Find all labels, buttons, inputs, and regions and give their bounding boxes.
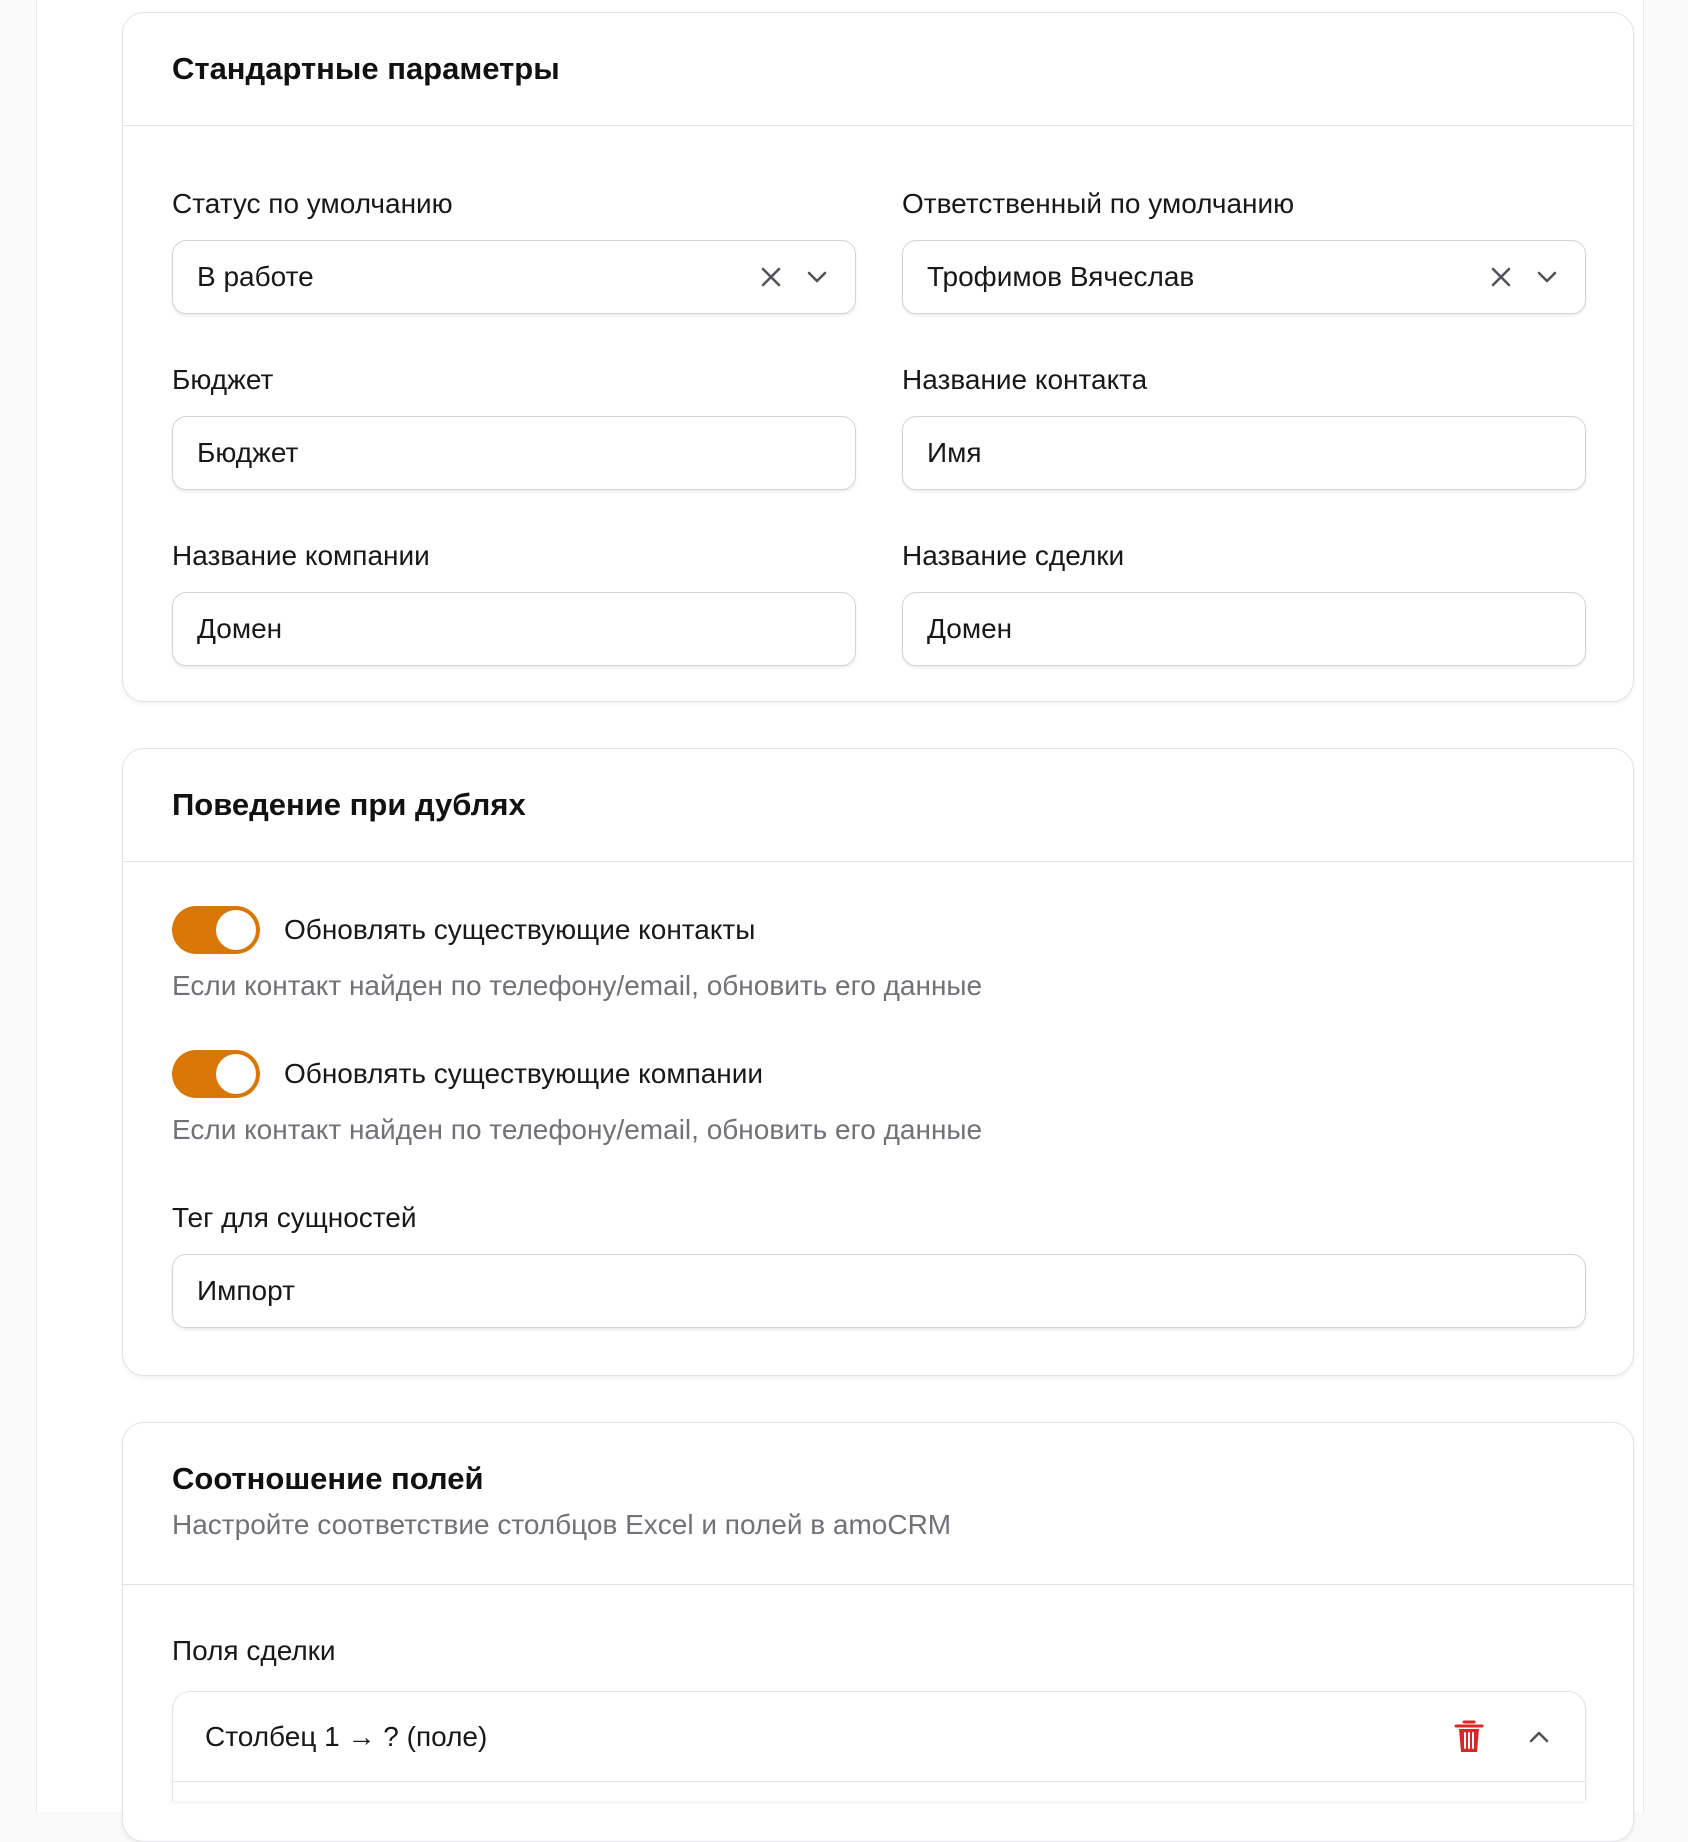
responsible-label: Ответственный по умолчанию: [902, 188, 1295, 219]
update-companies-help: Если контакт найден по телефону/email, обновить его данные: [172, 1114, 983, 1145]
mapping-body: [123, 1585, 1633, 1842]
budget-field[interactable]: [172, 416, 856, 490]
responsible-select-controls: [1487, 263, 1561, 291]
mapping-card: [122, 1422, 1634, 1842]
mapping-title: Соотношение полей: [172, 1461, 484, 1496]
mapping-header: [123, 1423, 1633, 1585]
tag-input[interactable]: [197, 1275, 1561, 1307]
deal-name-field[interactable]: [902, 592, 1586, 666]
standard-params-title: Стандартные параметры: [172, 51, 560, 86]
status-select[interactable]: [172, 240, 856, 314]
update-contacts-label: Обновлять существующие контакты: [284, 914, 756, 945]
update-companies-label: Обновлять существующие компании: [284, 1058, 764, 1089]
duplicates-card: [122, 748, 1634, 1376]
status-label: Статус по умолчанию: [172, 188, 453, 219]
company-name-label: Название компании: [172, 540, 430, 571]
update-contacts-toggle[interactable]: [172, 906, 260, 954]
company-name-field[interactable]: [172, 592, 856, 666]
contact-name-label: Название контакта: [902, 364, 1148, 395]
chevron-down-icon[interactable]: [803, 263, 831, 291]
standard-params-body: [123, 126, 1633, 702]
chevron-down-icon[interactable]: [1533, 263, 1561, 291]
close-icon[interactable]: [1487, 263, 1515, 291]
responsible-select-value: Трофимов Вячеслав: [927, 261, 1195, 292]
status-select-controls: [757, 263, 831, 291]
deal-name-input[interactable]: [927, 613, 1561, 645]
budget-input[interactable]: [197, 437, 831, 469]
close-icon[interactable]: [757, 263, 785, 291]
duplicates-body: [123, 862, 1633, 1376]
duplicates-title: Поведение при дублях: [172, 787, 526, 822]
mapping-row-title: Столбец 1 → ? (поле): [205, 1720, 488, 1752]
contact-name-field[interactable]: [902, 416, 1586, 490]
contact-name-input[interactable]: [927, 437, 1561, 469]
tag-field[interactable]: [172, 1254, 1586, 1328]
toggle-knob: [216, 910, 256, 950]
trash-icon[interactable]: [1453, 1719, 1485, 1755]
duplicates-header: [123, 749, 1633, 862]
mapping-row: [172, 1691, 1586, 1801]
mapping-row-actions: [1453, 1719, 1553, 1755]
deal-name-label: Название сделки: [902, 540, 1125, 571]
mapping-row-header[interactable]: [173, 1692, 1585, 1782]
chevron-up-icon[interactable]: [1525, 1723, 1553, 1751]
standard-params-header: [123, 13, 1633, 126]
deal-fields-label: Поля сделки: [172, 1635, 336, 1666]
status-select-value: В работе: [197, 261, 314, 292]
responsible-select[interactable]: [902, 240, 1586, 314]
update-contacts-help: Если контакт найден по телефону/email, обновить его данные: [172, 970, 983, 1001]
page-container: [36, 0, 1644, 1812]
standard-params-card: [122, 12, 1634, 702]
tag-label: Тег для сущностей: [172, 1202, 417, 1233]
update-companies-toggle[interactable]: [172, 1050, 260, 1098]
company-name-input[interactable]: [197, 613, 831, 645]
toggle-knob: [216, 1054, 256, 1094]
budget-label: Бюджет: [172, 364, 274, 395]
mapping-subtitle: Настройте соответствие столбцов Excel и полей в amoCRM: [172, 1509, 952, 1540]
